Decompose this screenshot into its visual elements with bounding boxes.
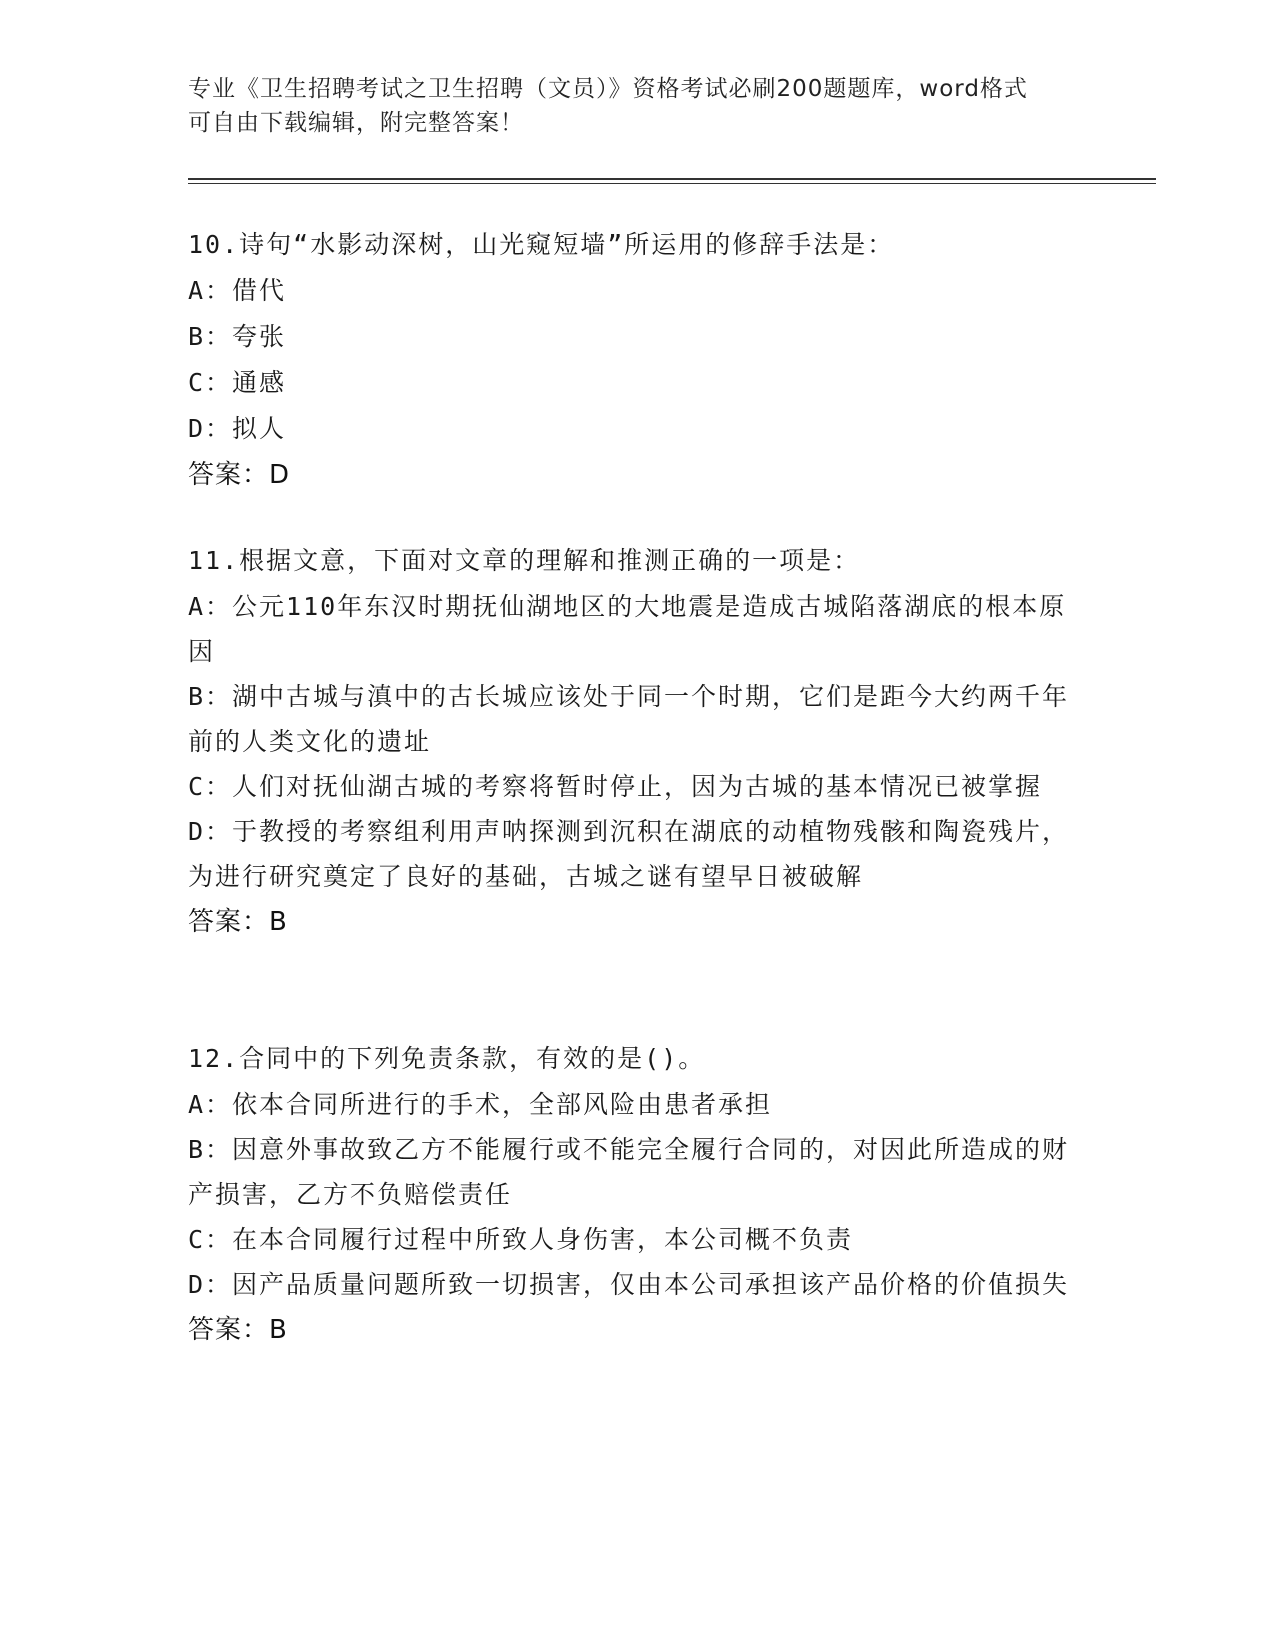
option-c: C：通感 xyxy=(188,368,287,397)
option-a: A：公元110年东汉时期抚仙湖地区的大地震是造成古城陷落湖底的根本原因 xyxy=(188,592,1067,666)
question-stem: 11.根据文意，下面对文章的理解和推测正确的一项是： xyxy=(188,546,861,575)
option-d: D：拟人 xyxy=(188,414,287,443)
question-11 xyxy=(188,538,1078,945)
answer-label: 答案：B xyxy=(188,907,288,937)
option-a: A：借代 xyxy=(188,276,287,305)
header-title-line-2: 可自由下载编辑，附完整答案！ xyxy=(188,110,524,136)
question-10 xyxy=(188,222,1078,498)
option-a: A：依本合同所进行的手术，全部风险由患者承担 xyxy=(188,1090,773,1119)
option-d: D：于教授的考察组利用声呐探测到沉积在湖底的动植物残骸和陶瓷残片，为进行研究奠定了良好的基础，古城之谜有望早日被破解 xyxy=(188,817,1070,891)
document-header xyxy=(188,72,1088,140)
option-d: D：因产品质量问题所致一切损害，仅由本公司承担该产品价格的价值损失 xyxy=(188,1270,1070,1299)
question-stem: 10.诗句“水影动深树，山光窥短墙”所运用的修辞手法是： xyxy=(188,230,895,259)
option-b: B：夸张 xyxy=(188,322,287,351)
answer-label: 答案：D xyxy=(188,460,291,490)
header-divider-thin xyxy=(188,183,1156,184)
header-divider-thick xyxy=(188,178,1156,180)
option-b: B：湖中古城与滇中的古长城应该处于同一个时期，它们是距今大约两千年前的人类文化的遗址 xyxy=(188,682,1070,756)
option-c: C：人们对抚仙湖古城的考察将暂时停止，因为古城的基本情况已被掌握 xyxy=(188,772,1043,801)
question-12 xyxy=(188,1036,1078,1353)
answer-label: 答案：B xyxy=(188,1315,288,1345)
option-b: B：因意外事故致乙方不能履行或不能完全履行合同的，对因此所造成的财产损害，乙方不负赔偿责任 xyxy=(188,1135,1070,1209)
header-title-line-1: 专业《卫生招聘考试之卫生招聘（文员）》资格考试必刷200题题库，word格式 xyxy=(188,76,1028,102)
question-stem: 12.合同中的下列免责条款，有效的是()。 xyxy=(188,1044,706,1073)
option-c: C：在本合同履行过程中所致人身伤害，本公司概不负责 xyxy=(188,1225,854,1254)
